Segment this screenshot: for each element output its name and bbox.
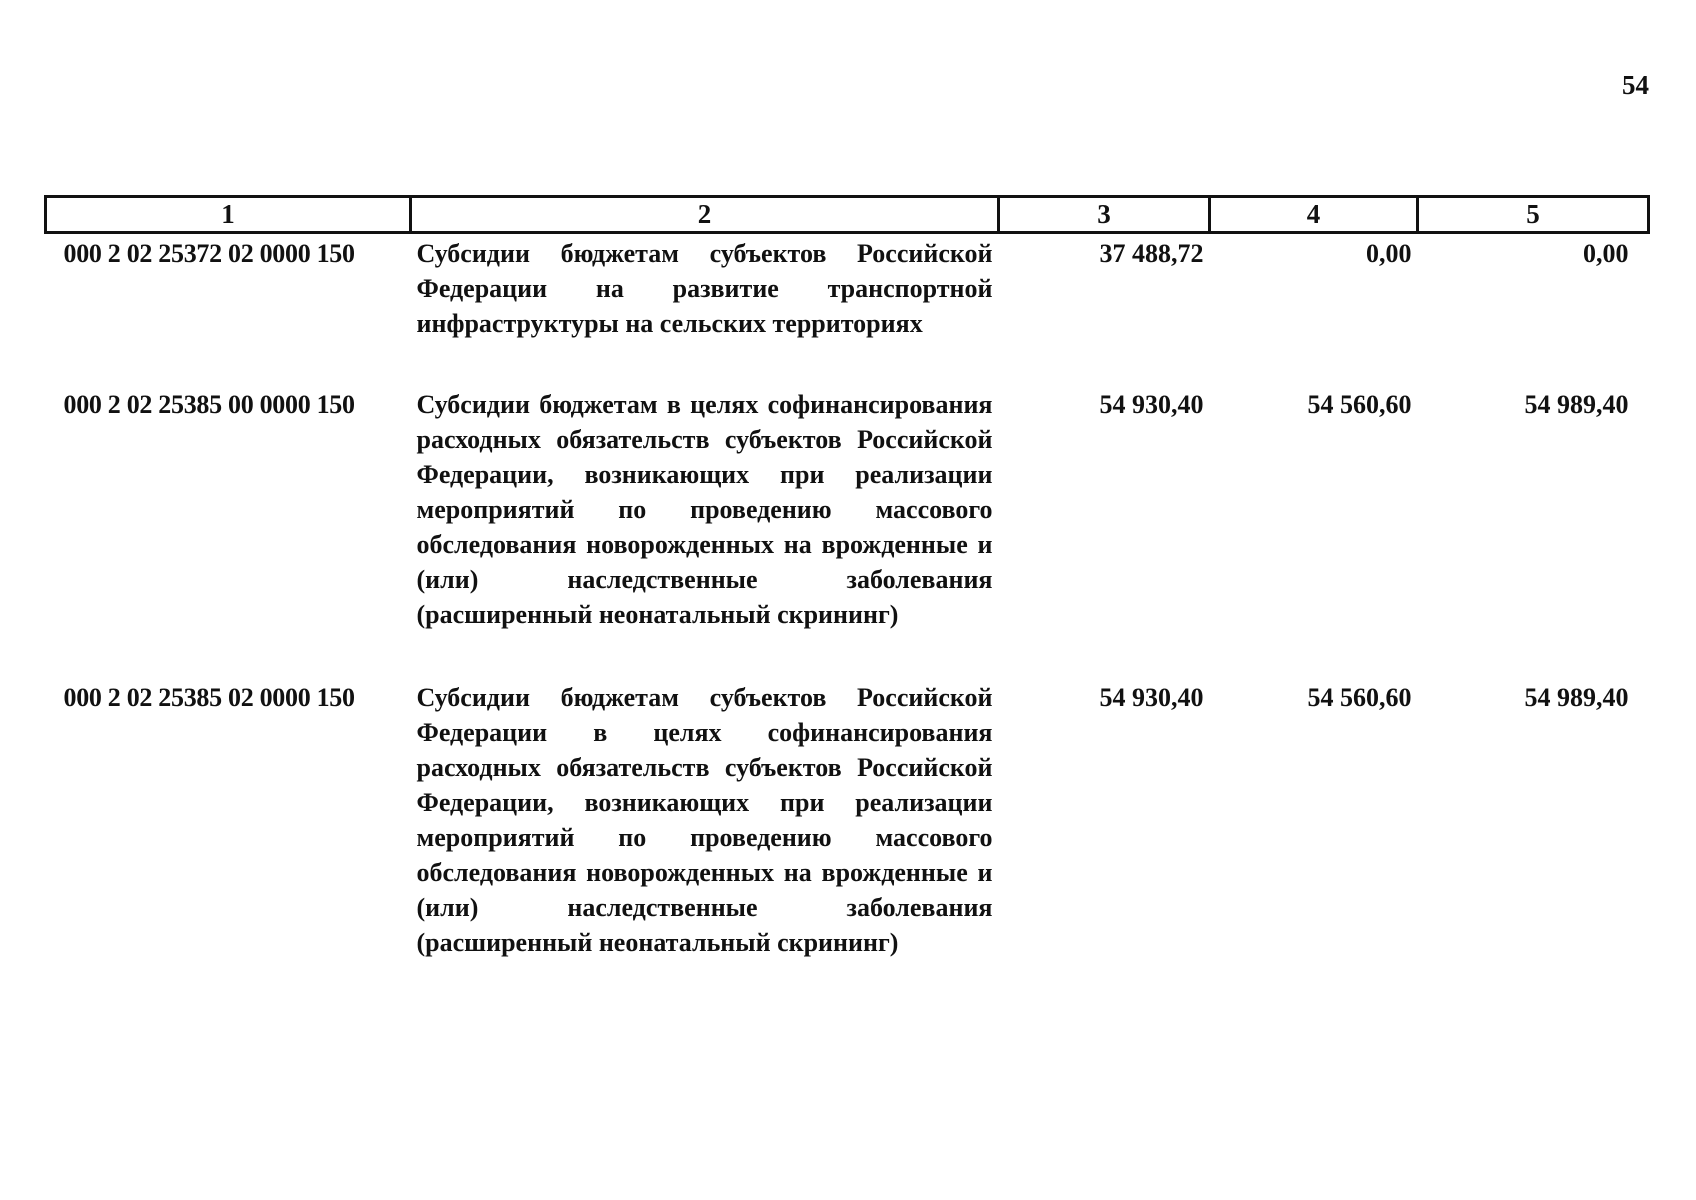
budget-code: 000 2 02 25372 02 0000 150 bbox=[63, 239, 355, 268]
amount-col3: 37 488,72 bbox=[1099, 239, 1204, 268]
column-header-2: 2 bbox=[411, 197, 999, 233]
page-number: 54 bbox=[1622, 70, 1649, 100]
row-description: Субсидии бюджетам в целях софинансирования расходных обязательств субъектов Российской Федерации, возникающих при реализации мероприятий по проведению массового обследования новорожденных на врожденные и (или) наследственные заболевания (расширенный неонатальный скрининг) bbox=[416, 390, 993, 629]
budget-code: 000 2 02 25385 00 0000 150 bbox=[63, 390, 355, 419]
column-header-1: 1 bbox=[46, 197, 411, 233]
amount-col5: 54 989,40 bbox=[1524, 683, 1629, 712]
amount-col4: 54 560,60 bbox=[1307, 390, 1412, 419]
amount-col5: 54 989,40 bbox=[1524, 390, 1629, 419]
budget-code: 000 2 02 25385 02 0000 150 bbox=[63, 683, 355, 712]
column-header-5: 5 bbox=[1418, 197, 1649, 233]
amount-col3: 54 930,40 bbox=[1099, 390, 1204, 419]
table-header bbox=[46, 197, 1649, 233]
amount-col3: 54 930,40 bbox=[1099, 683, 1204, 712]
table-row bbox=[46, 385, 1649, 678]
table-row bbox=[46, 678, 1649, 960]
amount-col4: 54 560,60 bbox=[1307, 683, 1412, 712]
column-header-4: 4 bbox=[1210, 197, 1418, 233]
header-row bbox=[46, 197, 1649, 233]
table-body bbox=[46, 233, 1649, 961]
column-header-3: 3 bbox=[999, 197, 1210, 233]
amount-col4: 0,00 bbox=[1366, 239, 1412, 268]
row-description: Субсидии бюджетам субъектов Российской Федерации в целях софинансирования расходных обязательств субъектов Российской Федерации, возникающих при реализации мероприятий по проведению массового обследования новорожденных на врожденные и (или) наследственные заболевания (расширенный неонатальный скрининг) bbox=[416, 683, 993, 957]
budget-table bbox=[44, 195, 1650, 960]
amount-col5: 0,00 bbox=[1583, 239, 1629, 268]
row-description: Субсидии бюджетам субъектов Российской Федерации на развитие транспортной инфраструктуры на сельских территориях bbox=[416, 239, 993, 338]
table-row bbox=[46, 233, 1649, 386]
